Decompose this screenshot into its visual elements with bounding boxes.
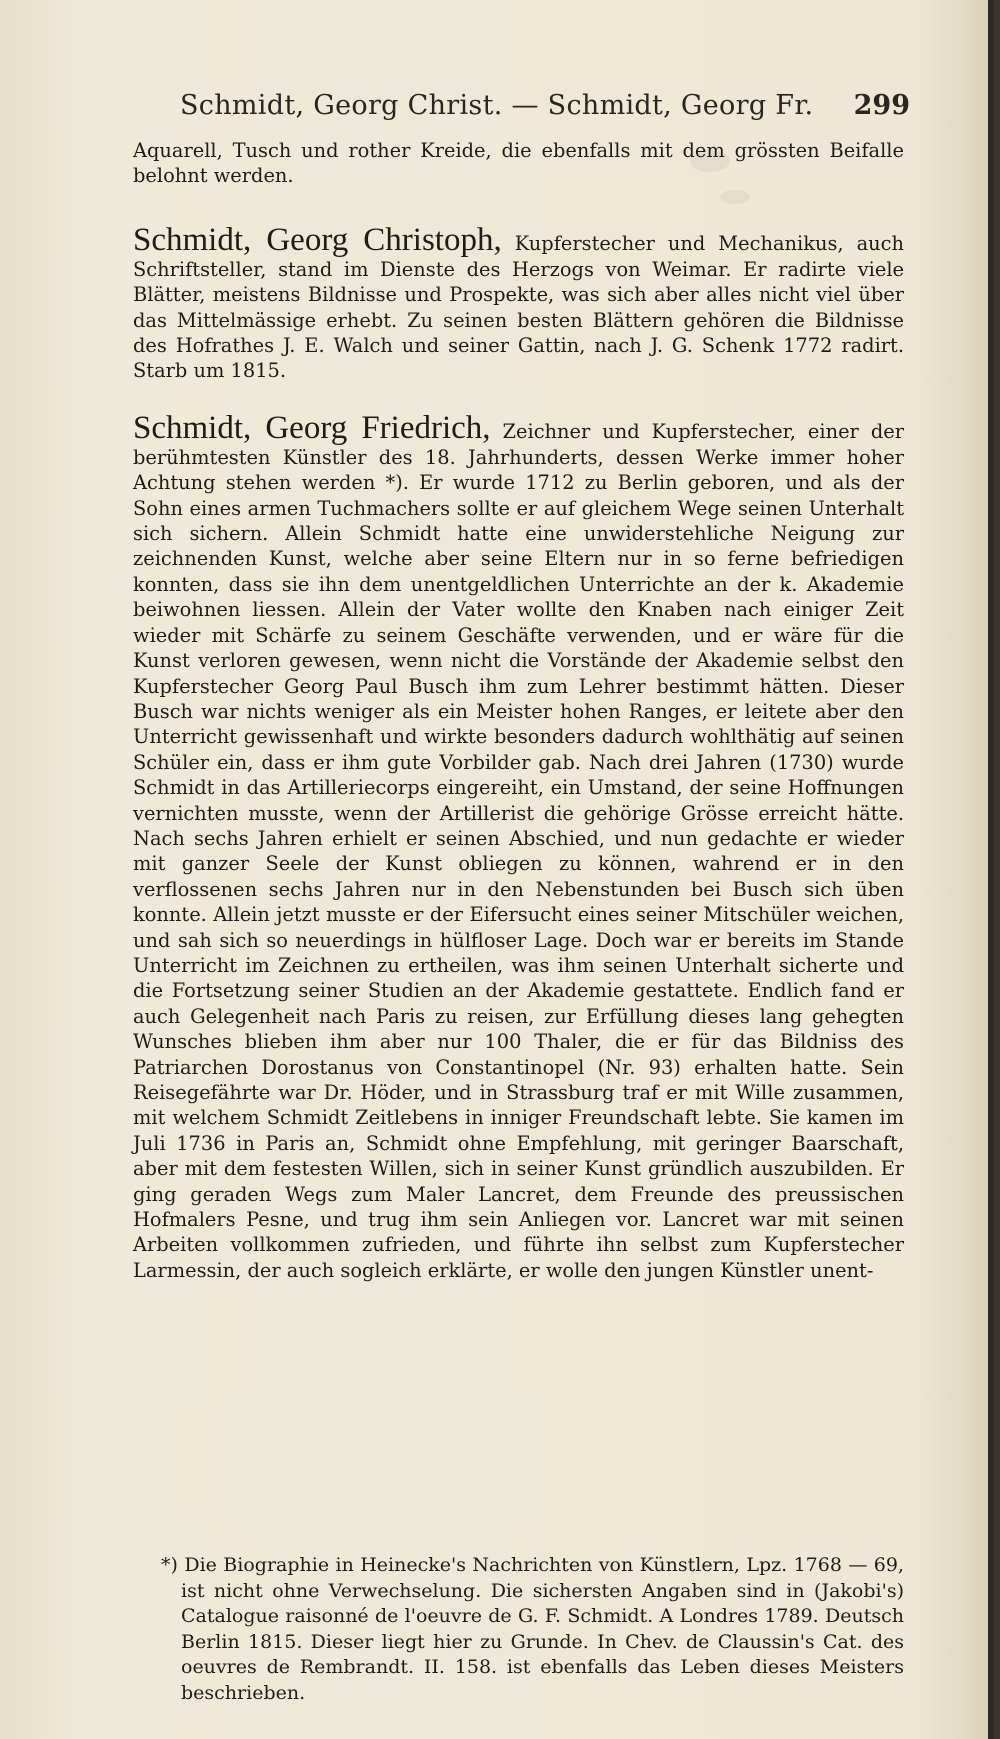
entry-text: Kupferstecher und Mechanikus, auch Schriftsteller, stand im Dienste des Herzogs von Weimar. Er radirte viele Blätter, meistens Bildnisse und Prospekte, was sich aber alles nicht viel über das Mittelmässige erhebt. Zu seinen besten Blättern gehören die Bildnisse des Hofrathes J. E. Walch und seiner Gattin, nach J. G. Schenk 1772 radirt. Starb um 1815. bbox=[133, 231, 904, 383]
running-header bbox=[180, 88, 910, 124]
body-text bbox=[133, 138, 904, 1311]
page-number: 299 bbox=[853, 90, 910, 121]
running-title: Schmidt, Georg Christ. — Schmidt, Georg Fr. bbox=[180, 90, 814, 121]
entry-georg-friedrich bbox=[133, 409, 904, 1283]
entry-headword: Schmidt, Georg Christoph, bbox=[133, 221, 502, 258]
entry-georg-christoph bbox=[133, 221, 904, 384]
entry-headword: Schmidt, Georg Friedrich, bbox=[133, 409, 491, 446]
page-edge bbox=[988, 0, 994, 1739]
continuation-paragraph: Aquarell, Tusch und rother Kreide, die ebenfalls mit dem grössten Beifalle belohnt werden. bbox=[133, 139, 904, 188]
entry-text: Zeichner und Kupferstecher, einer der berühmtesten Künstler des 18. Jahrhunderts, dessen Werke immer hoher Achtung stehen werden *). Er wurde 1712 zu Berlin geboren, und als der Sohn eines armen Tuchmachers sollte er auf gleichem Wege seinen Unterhalt sich sichern. Allein Schmidt hatte eine unwiderstehliche Neigung zur zeichnenden Kunst, welche aber seine Eltern nur in so ferne befriedigen konnten, dass sie ihn dem unentgeldlichen Unterrichte an der k. Akademie beiwohnen liessen. Allein der Vater wollte den Knaben nach einiger Zeit wieder mit Schärfe zu seinem Geschäfte verwenden, und er wäre für die Kunst verloren gewesen, wenn nicht die Vorstände der Akademie selbst den Kupferstecher Georg Paul Busch ihm zum Lehrer bestimmt hätten. Dieser Busch war nichts weniger als ein Meister hohen Ranges, er leitete aber den Unterricht gewissenhaft und wirkte besonders dadurch wohlthätig auf seinen Schüler ein, dass er ihm gute Vorbilder gab. Nach drei Jahren (1730) wurde Schmidt in das Artilleriecorps eingereiht, ein Umstand, der seine Hoffnungen vernichten musste, wenn der Artillerist die gehörige Grösse erreicht hätte. Nach sechs Jahren erhielt er seinen Abschied, und nun gedachte er wieder mit ganzer Seele der Kunst obliegen zu können, wahrend er in den verflossenen sechs Jahren nur in den Nebenstunden bei Busch sich üben konnte. Allein jetzt musste er der Eifersucht eines seiner Mitschüler weichen, und sah sich so neuerdings in hülfloser Lage. Doch war er bereits im Stande Unterricht im Zeichnen zu ertheilen, was ihm seinen Unterhalt sicherte und die Fortsetzung seiner Studien an der Akademie gestattete. Endlich fand er auch Gelegenheit nach Paris zu reisen, zur Erfüllung dieses lang gehegten Wunsches blieben ihm aber nur 100 Thaler, die er für das Bildniss des Patriarchen Dorostanus von Constantinopel (Nr. 93) erhalten hatte. Sein Reisegefährte war Dr. Höder, und in Strassburg traf er mit Wille zusammen, mit welchem Schmidt Zeitlebens in inniger Freundschaft lebte. Sie kamen im Juli 1736 in Paris an, Schmidt ohne Empfehlung, mit geringer Baarschaft, aber mit dem festesten Willen, sich in seiner Kunst gründlich auszubilden. Er ging geraden Wegs zum Maler Lancret, dem Freunde des preussischen Hofmalers Pesne, und trug ihm sein Anliegen vor. Lancret war mit seinen Arbeiten vollkommen zufrieden, und führte ihn selbst zum Kupferstecher Larmessin, der auch sogleich erklärte, er wolle den jungen Künstler unent- bbox=[133, 419, 904, 1282]
footnote: *) Die Biographie in Heinecke's Nachrichten von Künstlern, Lpz. 1768 — 69, ist nicht ohne Verwechselung. Die sichersten Angaben sind in (Jakobi's) Catalogue raisonné de l'oeuvre de G. F. Schmidt. A Londres 1789. Deutsch Berlin 1815. Dieser liegt hier zu Grunde. In Chev. de Claussin's Cat. des oeuvres de Rembrandt. II. 158. ist ebenfalls das Leben dieses Meisters beschrieben. bbox=[161, 1554, 904, 1704]
